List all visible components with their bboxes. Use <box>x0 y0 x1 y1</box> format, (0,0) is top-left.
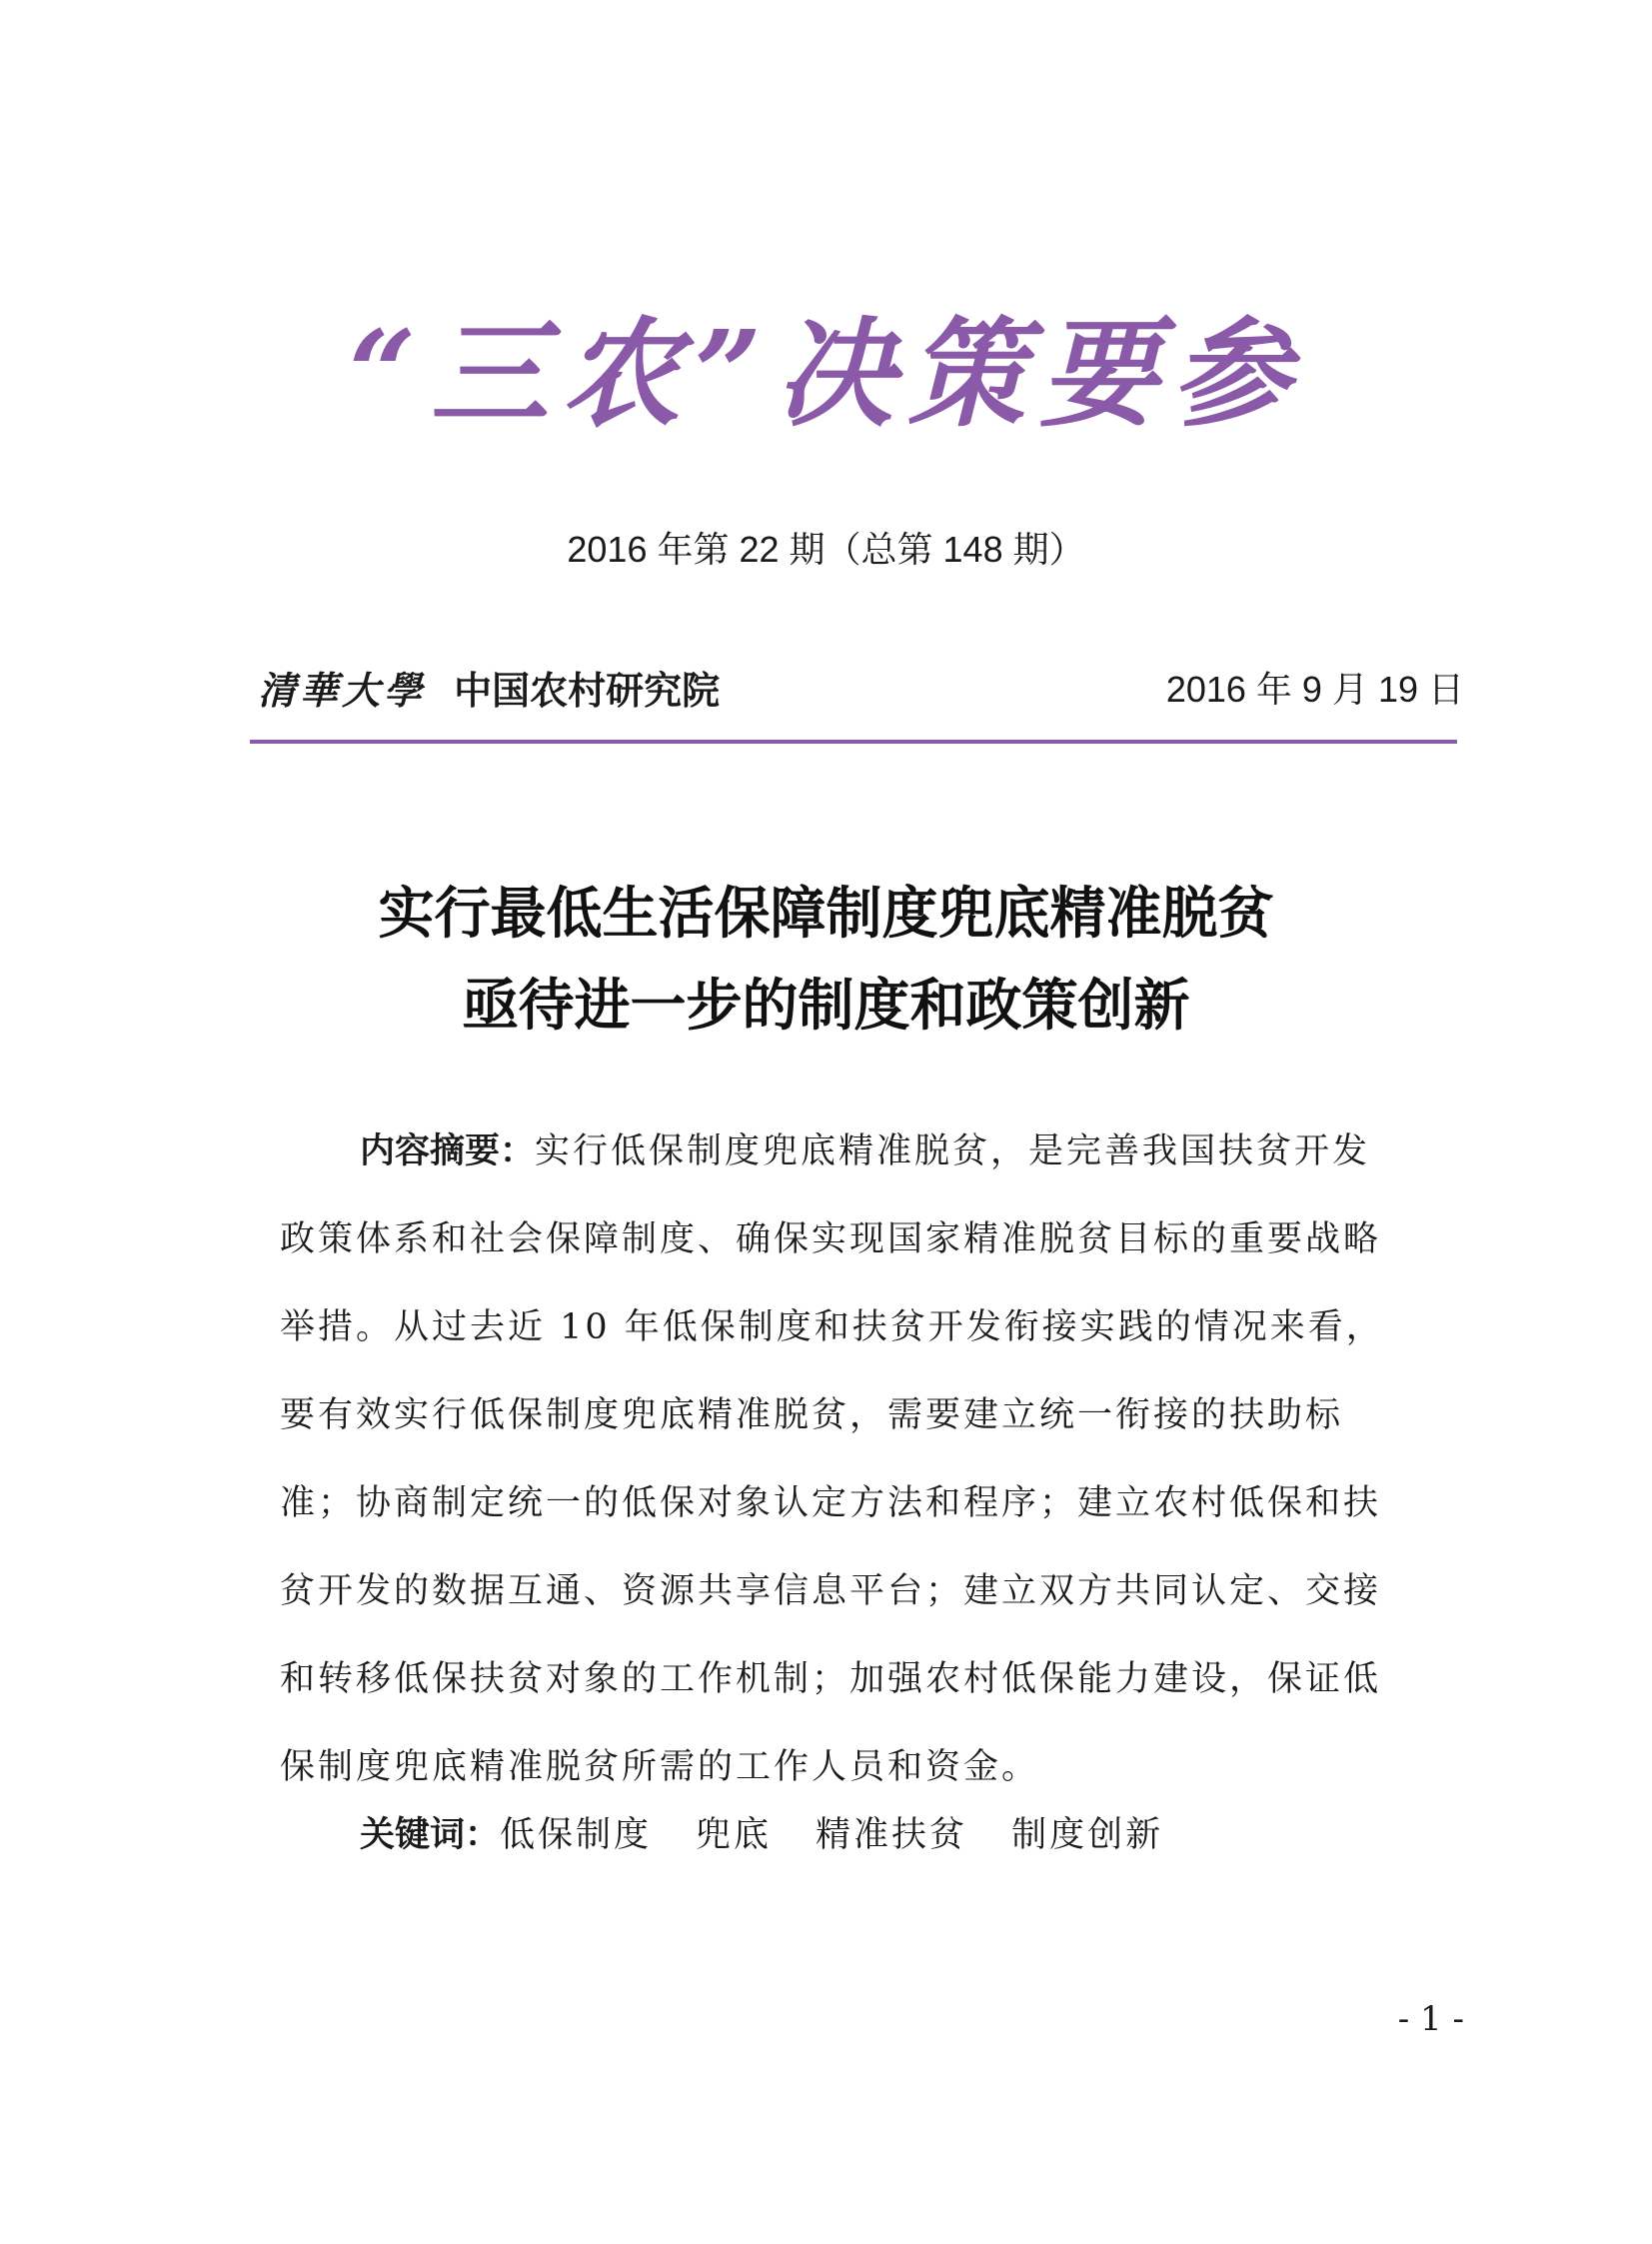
keyword: 制度创新 <box>1011 1815 1164 1855</box>
abstract-label: 内容摘要： <box>360 1131 536 1171</box>
article-title-line-2: 亟待进一步的制度和政策创新 <box>462 974 1190 1039</box>
keyword: 低保制度 <box>500 1815 653 1855</box>
abstract-line: 政策体系和社会保障制度、确保实现国家精准脱贫目标的重要战略 <box>280 1219 1382 1259</box>
abstract-text: 实行低保制度兜底精准脱贫，是完善我国扶贫开发 <box>535 1131 1371 1171</box>
abstract-line: 要有效实行低保制度兜底精准脱贫，需要建立统一衔接的扶助标 <box>280 1395 1344 1435</box>
masthead-title: “三农”决策要参 <box>348 304 1304 443</box>
article-title-line-1: 实行最低生活保障制度兜底精准脱贫 <box>378 882 1274 947</box>
abstract-line: 和转移低保扶贫对象的工作机制；加强农村低保能力建设，保证低 <box>280 1659 1382 1699</box>
abstract-line: 准；协商制定统一的低保对象认定方法和程序；建立农村低保和扶 <box>280 1483 1382 1523</box>
abstract-line: 举措。从过去近 10 年低保制度和扶贫开发衔接实践的情况来看， <box>280 1307 1384 1347</box>
abstract-line <box>280 1108 1427 1195</box>
institute-name: 中国农村研究院 <box>454 669 721 713</box>
university-logo-text: 清華大學 <box>258 668 427 713</box>
keywords-label: 关键词： <box>360 1815 501 1855</box>
abstract <box>280 1108 1427 1811</box>
keyword: 兜底 <box>696 1815 773 1855</box>
keyword: 精准扶贫 <box>816 1815 968 1855</box>
publish-date: 2016 年 9 月 19 日 <box>1165 669 1464 710</box>
issue-number: 2016 年第 22 期（总第 148 期） <box>567 529 1085 570</box>
page-number: - 1 - <box>1397 1999 1464 2039</box>
keywords <box>360 1807 1207 1857</box>
abstract-line: 保制度兜底精准脱贫所需的工作人员和资金。 <box>280 1747 1040 1787</box>
abstract-line: 贫开发的数据互通、资源共享信息平台；建立双方共同认定、交接 <box>280 1571 1382 1611</box>
header-divider <box>250 740 1457 744</box>
publisher <box>258 660 720 715</box>
